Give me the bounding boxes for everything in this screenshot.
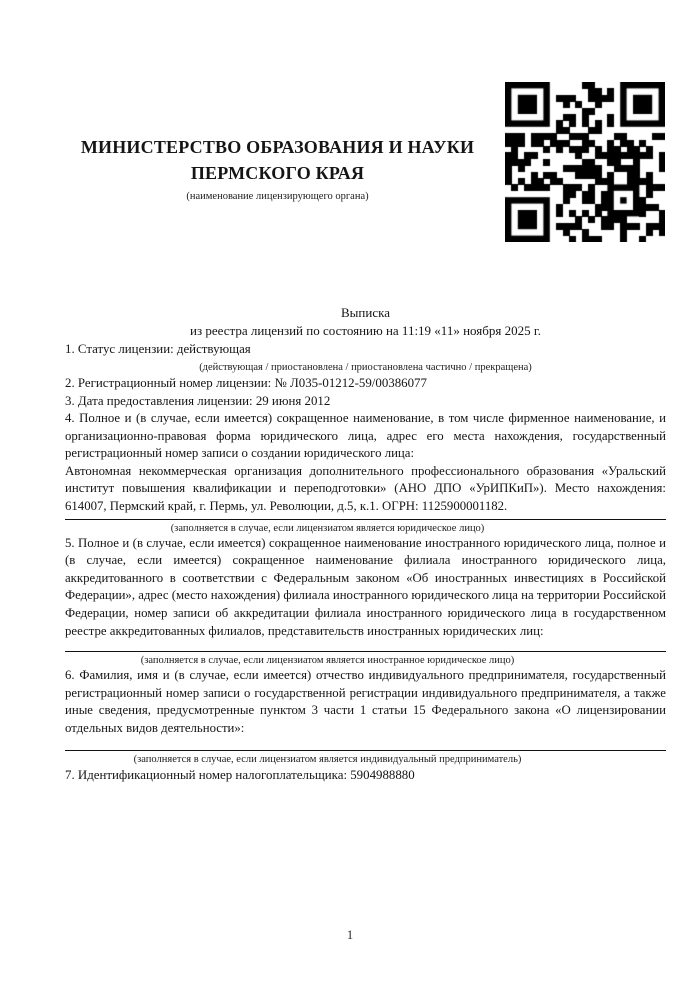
- fill-in-rule-entrepreneur: [65, 750, 666, 751]
- item-2-registration-number: 2. Регистрационный номер лицензии: № Л035-01212-59/00386077: [65, 376, 427, 390]
- item-5-foreign-entity: 5. Полное и (в случае, если имеется) сокращенное наименование иностранного юридического лица, полное и (в случае, если имеется) сокращенное наименование филиала иностранного юридического лица, аккредитованного в соответствии с Федеральным законом «Об иностранных инвестициях в Российской Федерации», адрес (место нахождения) филиала иностранного юридического лица на территории Российской Федерации, номер записи об аккредитации филиала иностранного юридического лица в государственном реестре аккредитованных филиалов, представительств иностранных юридических лиц:: [65, 535, 666, 638]
- item-1-license-status: 1. Статус лицензии: действующая: [65, 342, 251, 356]
- item-7-taxpayer-number: 7. Идентификационный номер налогоплательщика: 5904988880: [65, 767, 415, 782]
- item-1-status-options-caption: (действующая / приостановлена / приостановлена частично / прекращена): [199, 362, 532, 373]
- document-title: [65, 304, 666, 340]
- item-6-entrepreneur: 6. Фамилия, имя и (в случае, если имеется) отчество индивидуального предпринимателя, государственный регистрационный номер записи о государственной регистрации индивидуального предпринимателя, а также иные сведения, предусмотренные пунктом 3 части 1 статьи 15 Федерального закона «О лицензировании отдельных видов деятельности»:: [65, 668, 666, 735]
- ministry-name-line1: МИНИСТЕРСТВО ОБРАЗОВАНИЯ И НАУКИ: [80, 137, 475, 157]
- item-3-grant-date: 3. Дата предоставления лицензии: 29 июня 2012: [65, 394, 331, 408]
- fill-in-rule-foreign-entity: [65, 651, 666, 652]
- fill-in-rule-legal-entity: [65, 519, 666, 520]
- item-4-legal-entity-value: Автономная некоммерческая организация дополнительного профессионального образования «Уральский институт повышения квалификации и переподготовки» (АНО ДПО «УрИПКиП»). Место нахождения: 614007, Пермский край, г. Пермь, ул. Революции, д.5, к.1. ОГРН: 1125900001182.: [65, 463, 666, 513]
- item-4-legal-entity-intro: 4. Полное и (в случае, если имеется) сокращенное наименование, в том числе фирменное наименование, и организационно-правовая форма юридического лица, адрес его места нахождения, государственный регистрационный номер записи о создании юридического лица:: [65, 411, 666, 461]
- page-number: 1: [346, 928, 354, 942]
- item-6-caption: (заполняется в случае, если лицензиатом является индивидуальный предприниматель): [133, 753, 522, 765]
- document-title-line2: из реестра лицензий по состоянию на 11:19 «11» ноября 2025 г.: [190, 323, 541, 338]
- ministry-name-caption: (наименование лицензирующего органа): [186, 191, 369, 202]
- ministry-name-line2: ПЕРМСКОГО КРАЯ: [190, 163, 365, 183]
- item-5-caption: (заполняется в случае, если лицензиатом является иностранное юридическое лицо): [140, 655, 515, 667]
- item-4-caption: (заполняется в случае, если лицензиатом является юридическое лицо): [170, 522, 485, 534]
- document-title-line1: Выписка: [341, 305, 390, 320]
